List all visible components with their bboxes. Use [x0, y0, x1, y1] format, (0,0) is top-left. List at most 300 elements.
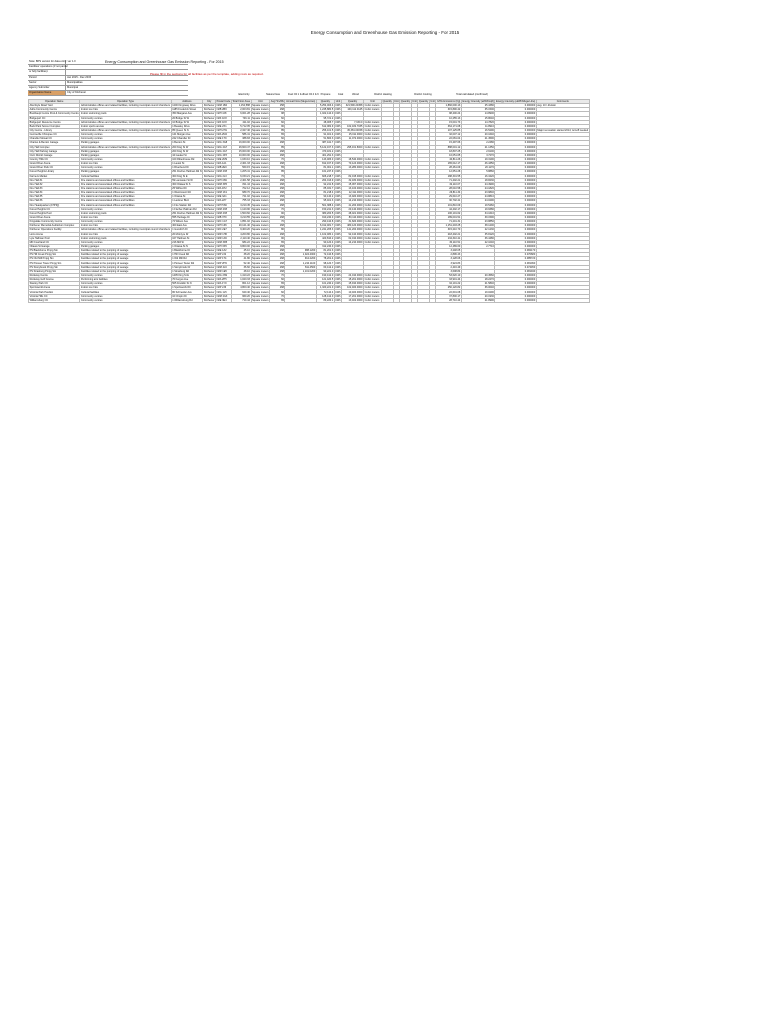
- cell-elec[interactable]: 81,001.1: [316, 166, 334, 170]
- cell-ghg[interactable]: 15,001.73: [436, 120, 461, 124]
- cell-hrs[interactable]: 168: [270, 265, 285, 269]
- cell-int2[interactable]: 0.000000: [495, 124, 536, 128]
- cell-hrs[interactable]: 168: [270, 203, 285, 207]
- cell-elec_u[interactable]: kWh: [335, 182, 341, 186]
- cell-city[interactable]: Kitchener: [203, 191, 215, 195]
- cell-ghg[interactable]: 107,125.85: [436, 128, 461, 132]
- cell-int1[interactable]: 2.9100: [461, 149, 495, 153]
- cell-unit[interactable]: Square meters: [252, 216, 269, 219]
- cell-int1[interactable]: 3.7270: [461, 153, 495, 157]
- cell-gas[interactable]: 31,820.0000: [342, 220, 364, 224]
- cell-hrs[interactable]: 168: [270, 244, 285, 248]
- cell-postal[interactable]: N2M 1B4: [216, 104, 232, 108]
- cell-name[interactable]: City Hall Parking Garage: [29, 149, 80, 153]
- cell-unit[interactable]: Square meters: [252, 265, 269, 269]
- cell-postal[interactable]: N2G 1L5: [216, 290, 232, 294]
- cell-int1[interactable]: 11.8910: [461, 124, 495, 128]
- cell-postal[interactable]: N2R 1A5: [216, 236, 232, 240]
- cell-type[interactable]: Indoor swimming pools: [80, 112, 171, 116]
- cell-int1[interactable]: 2.7710: [461, 244, 495, 248]
- cell-int1[interactable]: 16.3420: [461, 174, 495, 178]
- cell-gas_u[interactable]: Cubic meters: [364, 236, 382, 240]
- cell-unit[interactable]: Square meters: [252, 116, 269, 120]
- cell-int2[interactable]: 0.081940: [495, 269, 536, 273]
- cell-elec[interactable]: 1,241,205.3: [316, 228, 334, 232]
- cell-name[interactable]: Victoria Park Pavilion: [29, 290, 80, 294]
- cell-int2[interactable]: 0.000000: [495, 290, 536, 294]
- cell-postal[interactable]: N2A 1A1: [216, 162, 232, 166]
- cell-address[interactable]: 1 Hill Creek Rd: [171, 253, 203, 257]
- cell-ghg[interactable]: 29,610.27: [436, 195, 461, 199]
- cell-elec_u[interactable]: kWh: [335, 203, 341, 207]
- cell-unit[interactable]: Square meters: [252, 232, 269, 236]
- cell-hrs[interactable]: 70: [270, 207, 285, 211]
- cell-name[interactable]: Victoria Hills CC: [29, 294, 80, 298]
- cell-address[interactable]: 200 King St W: [171, 149, 203, 153]
- cell-unit[interactable]: Square meters: [252, 253, 269, 257]
- cell-name[interactable]: Fire Hall #3: [29, 186, 80, 190]
- cell-city[interactable]: Kitchener: [203, 104, 215, 108]
- cell-postal[interactable]: N2E 2X1: [216, 124, 232, 128]
- cell-type[interactable]: Community centres: [80, 240, 171, 244]
- cell-city[interactable]: Kitchener: [203, 278, 215, 282]
- cell-area[interactable]: 721.02: [231, 195, 251, 199]
- cell-area[interactable]: 16,000.00: [231, 141, 251, 145]
- cell-area[interactable]: 6,150.21: [231, 174, 251, 178]
- cell-int2[interactable]: 0.000000: [495, 294, 536, 298]
- cell-elec_u[interactable]: kWh: [335, 141, 341, 145]
- cell-elec_u[interactable]: kWh: [335, 137, 341, 141]
- cell-area[interactable]: 586.41: [231, 133, 251, 137]
- cell-int1[interactable]: 18.8230: [461, 178, 495, 182]
- cell-name[interactable]: Fire Hall #6: [29, 199, 80, 203]
- cell-gas[interactable]: 15,910.0000: [342, 282, 364, 286]
- cell-unit[interactable]: Square meters: [252, 207, 269, 211]
- cell-postal[interactable]: N2E 3A1: [216, 195, 232, 199]
- cell-area[interactable]: 1,851.02: [231, 220, 251, 224]
- cell-int1[interactable]: 24.1820: [461, 186, 495, 190]
- cell-int2[interactable]: 0.000000: [495, 128, 536, 132]
- cell-postal[interactable]: N2K 1K8: [216, 116, 232, 120]
- cell-int2[interactable]: 0.000000: [495, 116, 536, 120]
- cell-elec[interactable]: 312,240.0: [316, 244, 334, 248]
- cell-postal[interactable]: N2H 5S6: [216, 203, 232, 207]
- cell-elec[interactable]: 256,101.5: [316, 128, 334, 132]
- cell-gas_u[interactable]: Cubic meters: [364, 186, 382, 190]
- cell-area[interactable]: 36.60: [231, 265, 251, 269]
- cell-gas[interactable]: 80,110.0000: [342, 215, 364, 219]
- cell-name[interactable]: City Centre - Library: [29, 128, 80, 132]
- cell-postal[interactable]: N2M 3P6: [216, 182, 232, 186]
- cell-empty[interactable]: [382, 298, 394, 302]
- cell-postal[interactable]: N2A 2Z7: [216, 199, 232, 203]
- cell-name[interactable]: PS Hill Creek Pmpg Stn: [29, 253, 80, 257]
- cell-city[interactable]: Kitchener: [203, 244, 215, 248]
- cell-address[interactable]: 1 Benton St: [171, 141, 203, 145]
- cell-int2[interactable]: 0.000000: [495, 228, 536, 232]
- cell-int2[interactable]: 0.000000: [495, 170, 536, 174]
- cell-address[interactable]: 70 Fergus Ave: [171, 278, 203, 282]
- cell-address[interactable]: 251 Fischer-Hallman Rd N: [172, 170, 202, 174]
- cell-type[interactable]: Fire stations and associated offices and facilities: [80, 195, 171, 199]
- cell-unit[interactable]: Square meters: [252, 244, 269, 248]
- cell-postal[interactable]: N2H 1Z6: [216, 224, 232, 228]
- cell-hrs[interactable]: 80: [270, 228, 285, 232]
- cell-city[interactable]: Kitchener: [203, 112, 215, 116]
- cell-postal[interactable]: N2E 1T9: [216, 137, 232, 141]
- cell-int2[interactable]: 0.000000: [495, 191, 536, 195]
- cell-int2[interactable]: 0.000000: [495, 112, 536, 116]
- cell-hrs[interactable]: 168: [270, 191, 285, 195]
- cell-gas[interactable]: 48,021.0000: [342, 211, 364, 215]
- cell-name[interactable]: Bridgeport Resource Centre: [29, 120, 80, 124]
- cell-city[interactable]: Kitchener: [203, 195, 215, 199]
- cell-elec_u[interactable]: kWh: [335, 298, 341, 302]
- cell-elec_u[interactable]: kWh: [335, 133, 341, 137]
- cell-elec[interactable]: 420,810.2: [316, 236, 334, 240]
- cell-name[interactable]: Forest Heights CC: [29, 207, 80, 211]
- cell-type[interactable]: Indoor ice rinks: [80, 215, 171, 219]
- cell-city[interactable]: Kitchener: [203, 199, 215, 203]
- cell-gas[interactable]: 10,400.0000: [342, 290, 364, 294]
- cell-int2[interactable]: 0.000000: [495, 282, 536, 286]
- cell-area[interactable]: 1,205.41: [231, 170, 251, 174]
- cell-area[interactable]: 1,120.90: [231, 207, 251, 211]
- cell-gas[interactable]: 17,201.0000: [342, 294, 364, 298]
- cell-ghg[interactable]: 71,402.21: [436, 178, 461, 182]
- cell-int1[interactable]: 21.5840: [461, 282, 495, 286]
- cell-gas_u[interactable]: Cubic meters: [364, 278, 382, 282]
- cell-int1[interactable]: 24.4990: [461, 182, 495, 186]
- cell-hrs[interactable]: 60: [270, 137, 285, 141]
- cell-name[interactable]: PS Pioneer Tower Pmpg Stn: [29, 261, 80, 265]
- cell-ghg[interactable]: 165,012.17: [436, 162, 461, 166]
- cell-elec[interactable]: 826,218.7: [316, 174, 334, 178]
- cell-elec[interactable]: 401,291.3: [316, 153, 334, 157]
- cell-area[interactable]: 1,030.10: [231, 157, 251, 161]
- cell-area[interactable]: 20,121.40: [231, 224, 251, 228]
- cell-elec_u[interactable]: kWh: [335, 240, 341, 244]
- cell-hrs[interactable]: 98: [270, 112, 285, 116]
- cell-elec[interactable]: 101,240.2: [316, 282, 334, 286]
- cell-area[interactable]: 9,400.20: [231, 228, 251, 232]
- cell-ghg[interactable]: 22,601.08: [436, 290, 461, 294]
- cell-elec_u[interactable]: kWh: [335, 129, 341, 133]
- cell-elec_u[interactable]: kWh: [335, 286, 341, 290]
- cell-gas[interactable]: 11,072.0000: [342, 137, 364, 141]
- header-value[interactable]: [66, 65, 67, 69]
- cell-elec[interactable]: 90,221.0: [316, 269, 334, 273]
- cell-unit[interactable]: Square meters: [252, 269, 269, 273]
- cell-area[interactable]: 2,401.58: [231, 178, 251, 182]
- cell-gas[interactable]: 7,330.0: [342, 120, 364, 124]
- cell-type[interactable]: Fire stations and associated offices and facilities: [80, 178, 171, 182]
- cell-elec[interactable]: 150,241.3: [316, 207, 334, 211]
- cell-name[interactable]: Rockway Golf Course: [29, 278, 80, 282]
- cell-city[interactable]: Kitchener: [203, 265, 215, 269]
- cell-unit[interactable]: Square meters: [252, 290, 269, 294]
- cell-elec_u[interactable]: kWh: [335, 228, 341, 232]
- cell-postal[interactable]: N2M 4X8: [216, 211, 232, 215]
- cell-int1[interactable]: 19.0290: [461, 290, 495, 294]
- cell-gas[interactable]: 82,015.0000: [342, 174, 364, 178]
- header-value[interactable]: City of Kitchener: [67, 91, 87, 95]
- cell-int2[interactable]: 0.000000: [495, 166, 536, 170]
- cell-elec_u[interactable]: kWh: [335, 224, 341, 228]
- cell-city[interactable]: Kitchener: [203, 162, 215, 166]
- cell-elec_u[interactable]: kWh: [335, 290, 341, 294]
- cell-area[interactable]: 3,210.55: [231, 215, 251, 219]
- cell-name[interactable]: Rockway Centre: [29, 273, 80, 277]
- cell-address[interactable]: 59 Lancaster St W: [171, 178, 203, 182]
- cell-city[interactable]: Kitchener: [203, 149, 215, 153]
- cell-flow[interactable]: 811.4500: [285, 265, 316, 269]
- cell-city[interactable]: Kitchener: [203, 216, 215, 219]
- cell-int2[interactable]: 0.000000: [495, 240, 536, 244]
- cell-gas[interactable]: 15,067.0000: [342, 182, 364, 186]
- cell-hrs[interactable]: 168: [270, 182, 285, 186]
- cell-name[interactable]: Charles & Benton Garage: [29, 141, 80, 145]
- cell-ghg[interactable]: 12,651.28: [436, 170, 461, 174]
- cell-address[interactable]: 107 Hallman St: [171, 236, 203, 240]
- cell-name[interactable]: PS Stonybrook Pmpg Stn: [29, 265, 80, 269]
- cell-int1[interactable]: 34.1610: [461, 211, 495, 215]
- cell-city[interactable]: Kitchener: [203, 282, 215, 286]
- cell-int2[interactable]: 0.000000: [495, 162, 536, 166]
- cell-name[interactable]: Breithaupt Centre Pool & Community Centre: [29, 112, 79, 116]
- cell-gas[interactable]: 45,381.00158: [342, 128, 364, 132]
- cell-postal[interactable]: N2B 3T9: [216, 215, 232, 219]
- cell-area[interactable]: 811.44: [231, 182, 251, 186]
- cell-address[interactable]: 1 Laurel St: [171, 162, 203, 166]
- cell-int2[interactable]: 0.000000: [495, 215, 536, 219]
- cell-elec[interactable]: 48,005.7: [316, 120, 334, 124]
- cell-area[interactable]: 801.12: [231, 282, 251, 286]
- cell-int2[interactable]: 0.000000: [495, 108, 536, 112]
- cell-type[interactable]: Administrative offices and related facilities, including municipal council chambers: [80, 104, 171, 108]
- cell-address[interactable]: 1 Fire Station Rd: [171, 203, 203, 207]
- cell-empty[interactable]: [393, 298, 400, 302]
- cell-ghg[interactable]: 15,497.66: [436, 141, 461, 145]
- cell-gas_u[interactable]: Cubic meters: [364, 220, 382, 224]
- cell-gas_u[interactable]: Cubic meters: [364, 195, 382, 199]
- cell-address[interactable]: 141 Morgan Ave: [171, 133, 203, 137]
- cell-address[interactable]: 1 Strasburg Rd: [171, 269, 203, 273]
- cell-ghg[interactable]: 53,620.10: [436, 273, 461, 277]
- cell-postal[interactable]: N2P 1T4: [216, 257, 232, 261]
- cell-area[interactable]: 1,410.22: [231, 273, 251, 277]
- cell-ghg[interactable]: 888,001.12: [436, 145, 461, 149]
- cell-gas[interactable]: 14,210.0000: [342, 240, 364, 244]
- cell-postal[interactable]: N2G 4G7: [216, 145, 232, 149]
- cell-elec_u[interactable]: kWh: [335, 232, 341, 236]
- cell-gas_u[interactable]: Cubic meters: [364, 124, 382, 128]
- cell-gas[interactable]: 15,011.0000: [342, 133, 364, 137]
- cell-address[interactable]: 80 Schneider Ave: [171, 290, 203, 294]
- cell-elec[interactable]: 290,410.8: [316, 220, 334, 224]
- cell-ghg[interactable]: 3,128.06: [436, 257, 461, 261]
- cell-postal[interactable]: N2P 2J2: [216, 253, 232, 257]
- cell-ghg[interactable]: 16,051.65: [436, 153, 461, 157]
- cell-city[interactable]: Kitchener: [203, 124, 215, 128]
- cell-postal[interactable]: N2K 1K8: [216, 120, 232, 124]
- cell-type[interactable]: Community centres: [80, 116, 171, 120]
- cell-postal[interactable]: N2M 3R5: [216, 240, 232, 244]
- cell-gas[interactable]: 13,920.0000: [342, 195, 364, 199]
- cell-int1[interactable]: 14.8900: [461, 112, 495, 116]
- cell-int2[interactable]: 0.000000: [495, 174, 536, 178]
- cell-hrs[interactable]: 70: [270, 157, 285, 161]
- cell-unit[interactable]: Square meters: [252, 153, 269, 157]
- cell-gas_u[interactable]: Cubic meters: [364, 157, 382, 161]
- cell-int2[interactable]: 0.082170: [495, 249, 536, 253]
- cell-name[interactable]: Lyle Hallman Pool: [29, 236, 80, 240]
- cell-unit[interactable]: Square meters: [252, 240, 269, 244]
- cell-elec[interactable]: 51,800.3: [316, 137, 334, 141]
- cell-int2[interactable]: 0.000000: [495, 203, 536, 207]
- cell-city[interactable]: Kitchener: [203, 261, 215, 265]
- cell-unit[interactable]: Square meters: [252, 112, 269, 116]
- cell-int2[interactable]: 0.000000: [495, 286, 536, 290]
- cell-unit[interactable]: Square meters: [252, 236, 269, 240]
- cell-unit[interactable]: Square meters: [252, 174, 269, 178]
- cell-elec_u[interactable]: kWh: [335, 211, 341, 215]
- cell-type[interactable]: Indoor ice rinks: [80, 232, 171, 236]
- cell-int2[interactable]: 0.000000: [495, 141, 536, 145]
- cell-int1[interactable]: 20.4560: [461, 273, 495, 277]
- cell-elec[interactable]: 78,201.4: [316, 257, 334, 261]
- cell-address[interactable]: 200 King St W: [171, 145, 203, 149]
- cell-elec_u[interactable]: kWh: [335, 166, 341, 170]
- cell-city[interactable]: Kitchener: [203, 174, 215, 178]
- cell-unit[interactable]: Square meters: [252, 187, 269, 191]
- cell-type[interactable]: Facilities related to the pumping of sewage: [80, 269, 171, 273]
- cell-postal[interactable]: N2A 1H2: [216, 186, 232, 190]
- cell-unit[interactable]: Square meters: [252, 273, 269, 277]
- cell-int1[interactable]: 36.0040: [461, 286, 495, 290]
- cell-hrs[interactable]: 168: [270, 186, 285, 190]
- cell-flow[interactable]: 912.2200: [285, 257, 316, 261]
- cell-address[interactable]: 222 Chandler Dr: [171, 137, 203, 141]
- cell-postal[interactable]: N2P 2H9: [216, 261, 232, 265]
- cell-postal[interactable]: N2G 4P3: [216, 153, 232, 157]
- cell-postal[interactable]: N2B 2E9: [216, 166, 232, 170]
- cell-name[interactable]: City Hall Complex: [29, 145, 80, 149]
- cell-gas_u[interactable]: Cubic meters: [364, 166, 382, 170]
- cell-postal[interactable]: N2E 3E4: [216, 298, 232, 302]
- cell-int1[interactable]: 18.2270: [461, 278, 495, 282]
- cell-hrs[interactable]: 168: [270, 257, 285, 261]
- cell-gas[interactable]: 102,400.0000: [342, 286, 364, 290]
- cell-unit[interactable]: Square meters: [252, 257, 269, 261]
- cell-gas[interactable]: 480,120.0000: [342, 224, 364, 228]
- cell-elec_u[interactable]: kWh: [335, 253, 341, 257]
- cell-area[interactable]: 702.12: [231, 186, 251, 190]
- cell-postal[interactable]: N2G 2L3: [216, 174, 232, 178]
- cell-elec_u[interactable]: kWh: [335, 207, 341, 211]
- cell-int2[interactable]: 0.000000: [495, 153, 536, 157]
- cell-city[interactable]: Kitchener: [203, 170, 215, 174]
- cell-postal[interactable]: N2H 4S9: [216, 178, 232, 182]
- cell-hrs[interactable]: 65: [270, 282, 285, 286]
- cell-area[interactable]: 4,200.80: [231, 232, 251, 236]
- cell-unit[interactable]: Square meters: [252, 178, 269, 182]
- cell-postal[interactable]: N2M 4X8: [216, 170, 232, 174]
- cell-city[interactable]: Kitchener: [203, 224, 215, 228]
- cell-gas_u[interactable]: Cubic meters: [364, 232, 382, 236]
- cell-int1[interactable]: 19.5460: [461, 203, 495, 207]
- cell-postal[interactable]: N2B 2B9: [216, 108, 232, 112]
- cell-unit[interactable]: Square meters: [252, 149, 269, 153]
- cell-type[interactable]: Community centres: [80, 220, 171, 224]
- cell-type[interactable]: Fire stations and associated offices and facilities: [80, 182, 171, 186]
- cell-unit[interactable]: Square meters: [252, 220, 269, 224]
- cell-int2[interactable]: 0.000000: [495, 278, 536, 282]
- cell-unit[interactable]: Square meters: [252, 224, 269, 228]
- cell-elec_u[interactable]: kWh: [335, 257, 341, 261]
- cell-city[interactable]: Kitchener: [203, 141, 215, 145]
- cell-gas[interactable]: 162,182.7035: [342, 124, 364, 128]
- cell-int1[interactable]: 21.4590: [461, 137, 495, 141]
- cell-city[interactable]: Kitchener: [203, 129, 215, 133]
- cell-area[interactable]: 684.22: [231, 240, 251, 244]
- cell-unit[interactable]: Square meters: [252, 228, 269, 232]
- cell-elec[interactable]: 812,167.9: [316, 162, 334, 166]
- cell-int2[interactable]: 0.081090: [495, 261, 536, 265]
- cell-city[interactable]: Kitchener: [203, 257, 215, 261]
- cell-area[interactable]: 4,800.40: [231, 286, 251, 290]
- cell-elec_u[interactable]: kWh: [335, 124, 341, 128]
- cell-gas[interactable]: 18,540.0000: [342, 157, 364, 161]
- cell-elec[interactable]: 5,122,167.3: [316, 145, 334, 149]
- cell-unit[interactable]: Square meters: [252, 278, 269, 282]
- cell-address[interactable]: 1 Riverbend Dr: [171, 166, 203, 170]
- cell-city[interactable]: Kitchener: [203, 116, 215, 120]
- cell-type[interactable]: Facilities related to the pumping of sewage: [80, 249, 171, 253]
- cell-gas_u[interactable]: Cubic meters: [364, 191, 382, 195]
- cell-elec_u[interactable]: kWh: [335, 120, 341, 124]
- cell-postal[interactable]: N2M 2G3: [216, 294, 232, 298]
- cell-city[interactable]: Kitchener: [203, 298, 215, 302]
- cell-area[interactable]: 1,154,588: [231, 104, 251, 108]
- cell-name[interactable]: Forest Heights Pool: [29, 211, 80, 215]
- cell-unit[interactable]: Square meters: [252, 249, 269, 253]
- cell-city[interactable]: Kitchener: [203, 158, 215, 162]
- cell-area[interactable]: 411.02: [231, 120, 251, 124]
- cell-hrs[interactable]: 65: [270, 298, 285, 302]
- cell-area[interactable]: 960.20: [231, 294, 251, 298]
- cell-gas[interactable]: 13,280.0000: [342, 166, 364, 170]
- cell-elec[interactable]: 95,401.3: [316, 199, 334, 203]
- cell-ghg[interactable]: 12,489.60: [436, 244, 461, 248]
- cell-area[interactable]: 2,003.81: [231, 108, 251, 112]
- cell-name[interactable]: Fire Hall #1: [29, 178, 80, 182]
- cell-city[interactable]: Kitchener: [203, 249, 215, 253]
- cell-ghg[interactable]: 188,301.55: [436, 174, 461, 178]
- cell-hrs[interactable]: 168: [270, 162, 285, 166]
- cell-postal[interactable]: N2R 1H6: [216, 232, 232, 236]
- cell-hrs[interactable]: 70: [270, 273, 285, 277]
- cell-ghg[interactable]: 98,400.24: [436, 112, 461, 116]
- cell-unit[interactable]: Square meters: [252, 191, 269, 195]
- cell-gas_u[interactable]: Cubic meters: [364, 282, 382, 286]
- cell-elec[interactable]: 128,412.0: [316, 294, 334, 298]
- cell-gas_u[interactable]: Cubic meters: [364, 240, 382, 244]
- cell-hrs[interactable]: 168: [270, 269, 285, 273]
- cell-elec_u[interactable]: kWh: [335, 236, 341, 240]
- cell-unit[interactable]: Square meters: [252, 166, 269, 170]
- cell-type[interactable]: Indoor ice rinks: [80, 286, 171, 290]
